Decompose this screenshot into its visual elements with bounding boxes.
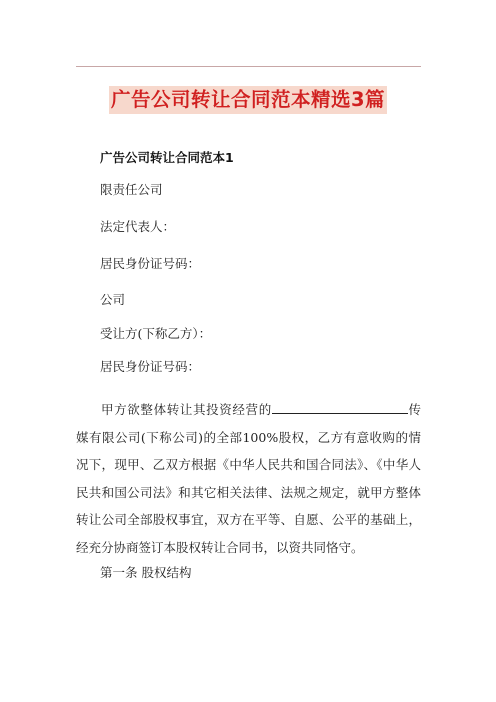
line-company-2: 公司: [100, 292, 126, 307]
line-transferee: 受让方(下称乙方）：: [100, 326, 212, 341]
line-legal-representative: 法定代表人：: [100, 219, 176, 234]
paragraph-text-after-blank: 传媒有限公司(下称公司)的全部100%股权，乙方有意收购的情况下，现甲、乙双方根据《中华人民共和国合同法》、《中华人民共和国公司法》和其它相关法律、法规之规定，就甲方整体转让公司全部股权事宜，双方在平等、自愿、公平的基础上，经充分协商签订本股权转让合同书，以资共同恪守。: [76, 402, 421, 555]
line-id-number-2: 居民身份证号码：: [100, 359, 201, 374]
fill-in-blank: [272, 400, 408, 414]
transfer-paragraph: [76, 396, 421, 561]
document-title: 广告公司转让合同范本精选3篇: [109, 86, 387, 114]
line-company: 限责任公司: [100, 182, 163, 197]
section-heading: 广告公司转让合同范本1: [100, 150, 234, 165]
line-id-number-1: 居民身份证号码：: [100, 256, 201, 271]
header-divider: [76, 66, 421, 67]
article-heading: 第一条 股权结构: [100, 565, 192, 580]
paragraph-text-before-blank: 甲方欲整体转让其投资经营的: [101, 402, 272, 417]
title-container: [0, 86, 496, 114]
